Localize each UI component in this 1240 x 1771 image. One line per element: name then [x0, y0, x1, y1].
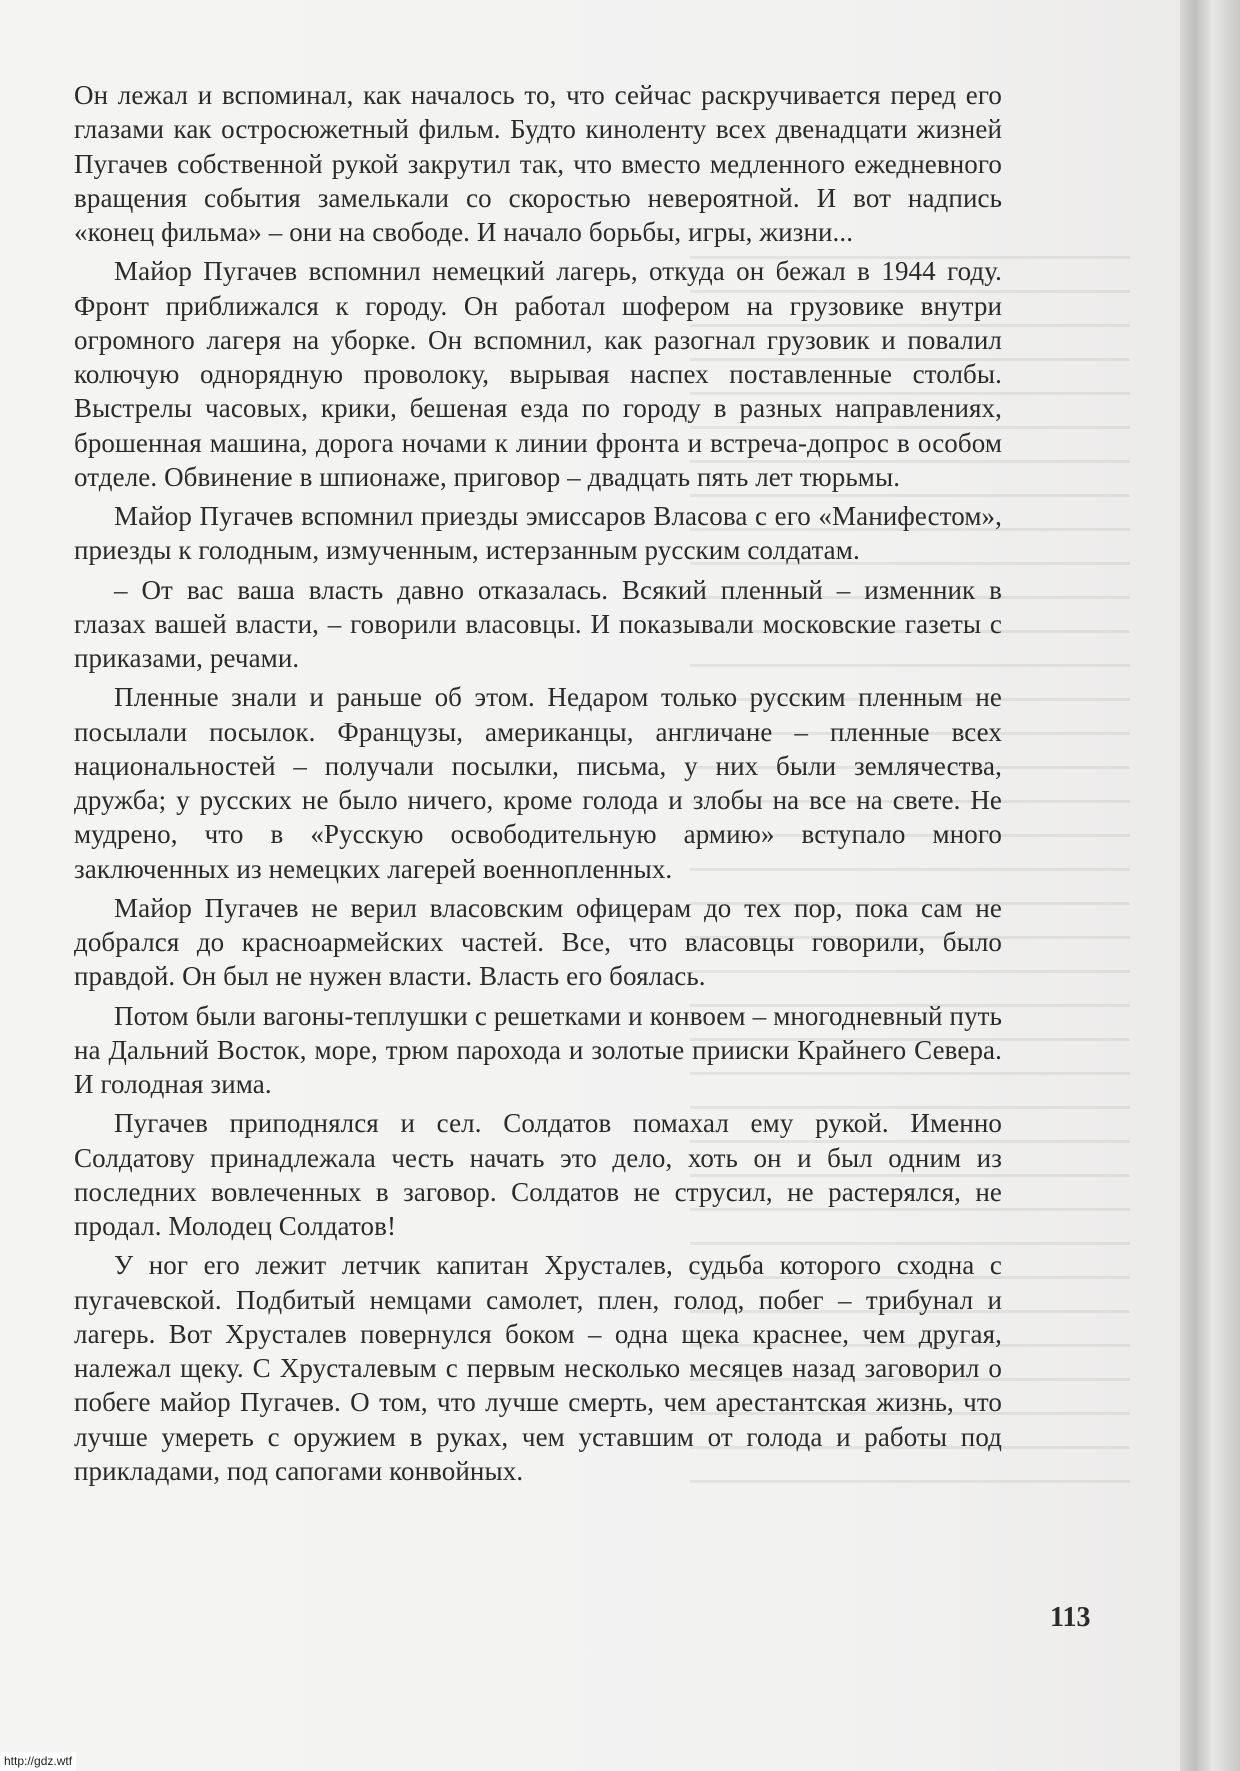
book-spine-edge: [1180, 0, 1240, 1771]
body-text: [74, 78, 1002, 1493]
paragraph-1: Он лежал и вспоминал, как началось то, что сейчас раскручивается перед его глазами как остросюжетный фильм. Будто киноленту всех двенадцати жизней Пугачев собственной рукой закрутил так, что вместо медленного ежедневного вращения события замелькали со скоростью невероятной. И вот надпись «конец фильма» – они на свободе. И начало борьбы, игры, жизни...: [74, 80, 1002, 247]
paragraph-2: Майор Пугачев вспомнил немецкий лагерь, откуда он бежал в 1944 году. Фронт приближался к городу. Он работал шофером на грузовике внутри огромного лагеря на уборке. Он вспомнил, как разогнал грузовик и повалил колючую однорядную проволоку, вырывая наспех поставленные столбы. Выстрелы часовых, крики, бешеная езда по городу в разных направлениях, брошенная машина, дорога ночами к линии фронта и встреча-допрос в особом отделе. Обвинение в шпионаже, приговор – двадцать пять лет тюрьмы.: [74, 256, 1002, 492]
watermark-url: http://gdz.wtf: [0, 1752, 76, 1771]
paragraph-3: Майор Пугачев вспомнил приезды эмиссаров Власова с его «Манифестом», приезды к голодным, измученным, истерзанным русским солдатам.: [74, 501, 1002, 566]
paragraph-8: Пугачев приподнялся и сел. Солдатов помахал ему рукой. Именно Солдатову принадлежала честь начать это дело, хоть он и был одним из последних вовлеченных в заговор. Солдатов не струсил, не растерялся, не продал. Молодец Солдатов!: [74, 1108, 1002, 1241]
paragraph-5: Пленные знали и раньше об этом. Недаром только русским пленным не посылали посылок. Французы, американцы, англичане – пленные всех национальностей – получали посылки, письма, у них были землячества, дружба; у русских не было ничего, кроме голода и злобы на все на свете. Не мудрено, что в «Русскую освободительную армию» вступало много заключенных из немецких лагерей военнопленных.: [74, 682, 1002, 884]
paragraph-9: У ног его лежит летчик капитан Хрусталев, судьба которого сходна с пугачевской. Подбитый немцами самолет, плен, голод, побег – трибунал и лагерь. Вот Хрусталев повернулся боком – одна щека краснее, чем другая, належал щеку. С Хрусталевым с первым несколько месяцев назад заговорил о побеге майор Пугачев. О том, что лучше смерть, чем арестантская жизнь, что лучше умереть с оружием в руках, чем уставшим от голода и работы под прикладами, под сапогами конвойных.: [74, 1250, 1002, 1486]
page-number: 113: [1050, 1602, 1091, 1633]
paragraph-6: Майор Пугачев не верил власовским офицерам до тех пор, пока сам не добрался до красноармейских частей. Все, что власовцы говорили, было правдой. Он был не нужен власти. Власть его боялась.: [74, 892, 1002, 992]
paragraph-7: Потом были вагоны-теплушки с решетками и конвоем – многодневный путь на Дальний Восток, море, трюм парохода и золотые прииски Крайнего Севера. И голодная зима.: [74, 1000, 1002, 1099]
paragraph-4: – От вас ваша власть давно отказалась. Всякий пленный – изменник в глазах вашей власти, – говорили власовцы. И показывали московские газеты с приказами, речами.: [74, 574, 1002, 673]
